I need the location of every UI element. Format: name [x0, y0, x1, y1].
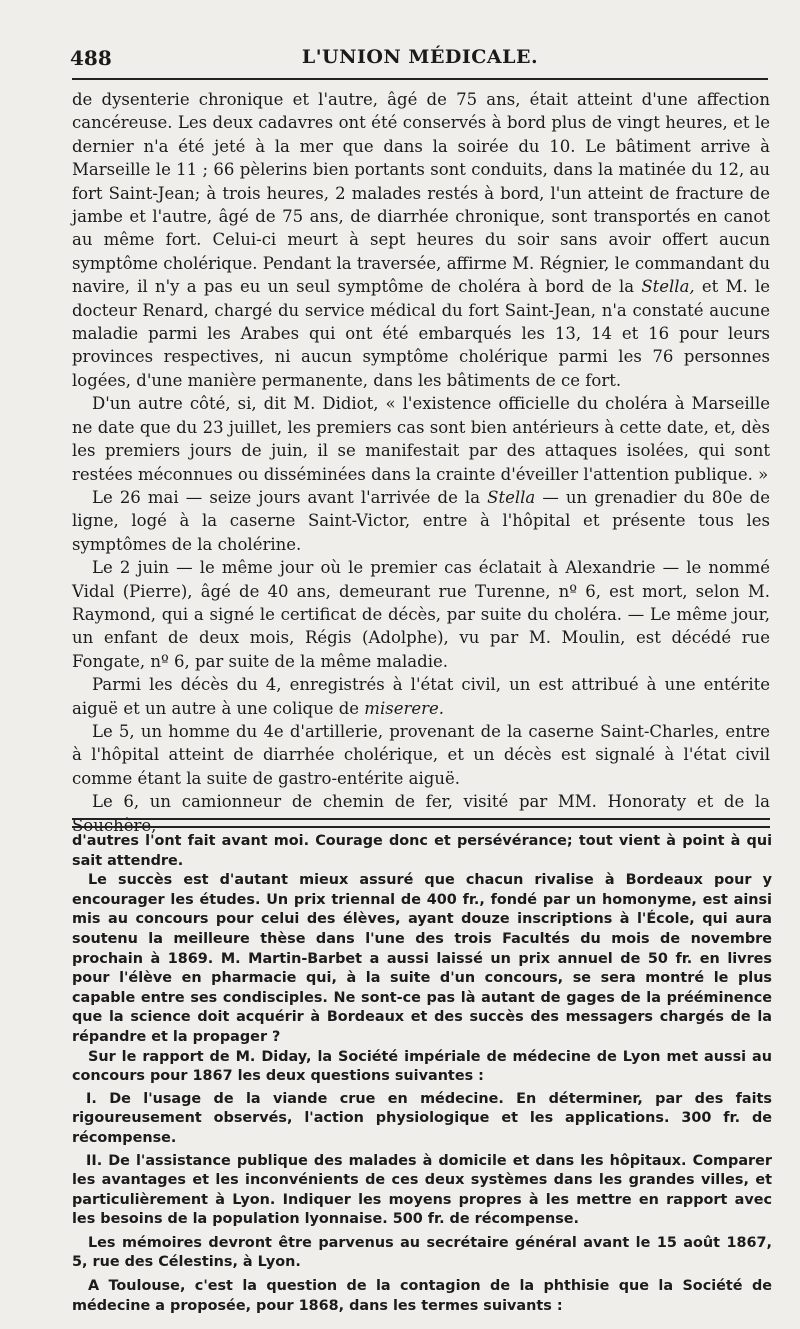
ship-name: Stella [487, 487, 536, 507]
feuilleton-paragraph-1: d'autres l'ont fait avant moi. Courage donc et persévérance; tout vient à point à qui sait attendre. [72, 833, 772, 869]
latin-term: miserere. [364, 698, 445, 718]
question-1: I. De l'usage de la viande crue en médecine. En déterminer, par des faits rigoureusement observés, l'action physiologique et les applications. 300 fr. de récompense. [72, 1090, 772, 1146]
main-article [72, 88, 770, 837]
page-header [70, 42, 770, 76]
header-rule [72, 78, 768, 80]
paragraph-5 [72, 673, 770, 720]
page-number: 488 [70, 46, 112, 70]
paragraph-6: Le 5, un homme du 4e d'artillerie, provenant de la caserne Saint-Charles, entre à l'hôpital atteint de diarrhée cholérique, et un décès est signalé à l'état civil comme étant la suite de gastro-entérite aiguë. [72, 721, 770, 788]
paragraph-1-end: et M. le docteur Renard, chargé du service médical du fort Saint-Jean, n'a constaté aucune maladie parmi les Arabes qui ont été embarqués les 13, 14 et 16 pour leurs provinces respectives, ni aucun symptôme cholérique parmi les 76 personnes logées, d'une manière permanente, dans les bâtiments de ce fort. [72, 277, 770, 390]
feuilleton-rule-bottom [72, 826, 770, 828]
paragraph-3-start: Le 26 mai — seize jours avant l'arrivée de la [92, 487, 488, 507]
running-title: L'UNION MÉDICALE. [301, 46, 539, 68]
paragraph-3-end: — un grenadier du 80e de ligne, logé à la caserne Saint-Victor, entre à l'hôpital et présente tous les symptômes de la cholérine. [72, 487, 770, 554]
ship-name: Stella, [641, 277, 695, 297]
feuilleton-paragraph-2: Le succès est d'autant mieux assuré que chacun rivalise à Bordeaux pour y encourager les études. Un prix triennal de 400 fr., fondé par un homonyme, est ainsi mis au concours pour celui des élèves, ayant douze inscriptions à l'École, qui aura soutenu la meilleure thèse dans l'une des trois Facultés du mois de novembre prochain à 1869. M. Martin-Barbet a aussi laissé un prix annuel de 50 fr. en livres pour l'élève en pharmacie qui, à la suite d'un concours, se sera montré le plus capable entre ses condisciples. Ne sont-ce pas là autant de gages de la prééminence que la science doit acquérir à Bordeaux et des succès des messagers chargés de la répandre et la propager ? [72, 872, 772, 1045]
feuilleton-rule-top [72, 818, 770, 820]
feuilleton-paragraph-6: Les mémoires devront être parvenus au secrétaire général avant le 15 août 1867, 5, rue des Célestins, à Lyon. [72, 1234, 772, 1271]
paragraph-1 [72, 88, 770, 392]
paragraph-1-text: de dysenterie chronique et l'autre, âgé de 75 ans, était atteint d'une affection cancéreuse. Les deux cadavres ont été conservés à bord plus de vingt heures, et le dernier n'a été jeté à la mer que dans la soirée du 10. Le bâtiment arrive à Marseille le 11 ; 66 pèlerins bien portants sont conduits, dans la matinée du 12, au fort Saint-Jean; à trois heures, 2 malades restés à bord, l'un atteint de fracture de jambe et l'autre, âgé de 75 ans, de diarrhée chronique, sont transportés en canot au même fort. Celui-ci meurt à sept heures du soir sans avoir offert aucun symptôme cholérique. Pendant la traversée, affirme M. Régnier, le commandant du navire, il n'y a pas eu un seul symptôme de choléra à bord de la [72, 90, 770, 297]
paragraph-2: D'un autre côté, si, dit M. Didiot, « l'existence officielle du choléra à Marseille ne date que du 23 juillet, les premiers cas sont bien antérieurs à cette date, et, dès les premiers jours de juin, il se manifestait par des attaques isolées, qui sont restées méconnues ou disséminées dans la crainte d'éveiller l'attention publique. » [72, 394, 770, 484]
feuilleton-paragraph-7: A Toulouse, c'est la question de la contagion de la phthisie que la Société de médecine a proposée, pour 1868, dans les termes suivants : [72, 1278, 772, 1314]
feuilleton-paragraph-3: Sur le rapport de M. Diday, la Société impériale de médecine de Lyon met aussi au concours pour 1867 les deux questions suivantes : [72, 1048, 772, 1085]
question-2: II. De l'assistance publique des malades à domicile et dans les hôpitaux. Comparer les avantages et les inconvénients de ces deux systèmes dans les grandes villes, et particulièrement à Lyon. Indiquer les moyens propres à les mettre en rapport avec les besoins de la population lyonnaise. 500 fr. de récompense. [72, 1152, 772, 1228]
paragraph-5-start: Parmi les décès du 4, enregistrés à l'état civil, un est attribué à une entérite aiguë et un autre à une colique de [72, 675, 770, 718]
feuilleton-section [72, 832, 772, 1316]
paragraph-7: Le 6, un camionneur de chemin de fer, visité par MM. Honoraty et de la Souchère, [72, 792, 770, 835]
paragraph-3 [72, 486, 770, 556]
paragraph-4: Le 2 juin — le même jour où le premier cas éclatait à Alexandrie — le nommé Vidal (Pierre), âgé de 40 ans, demeurant rue Turenne, nº 6, est mort, selon M. Raymond, qui a signé le certificat de décès, par suite du choléra. — Le même jour, un enfant de deux mois, Régis (Adolphe), vu par M. Moulin, est décédé rue Fongate, nº 6, par suite de la même maladie. [72, 558, 770, 671]
